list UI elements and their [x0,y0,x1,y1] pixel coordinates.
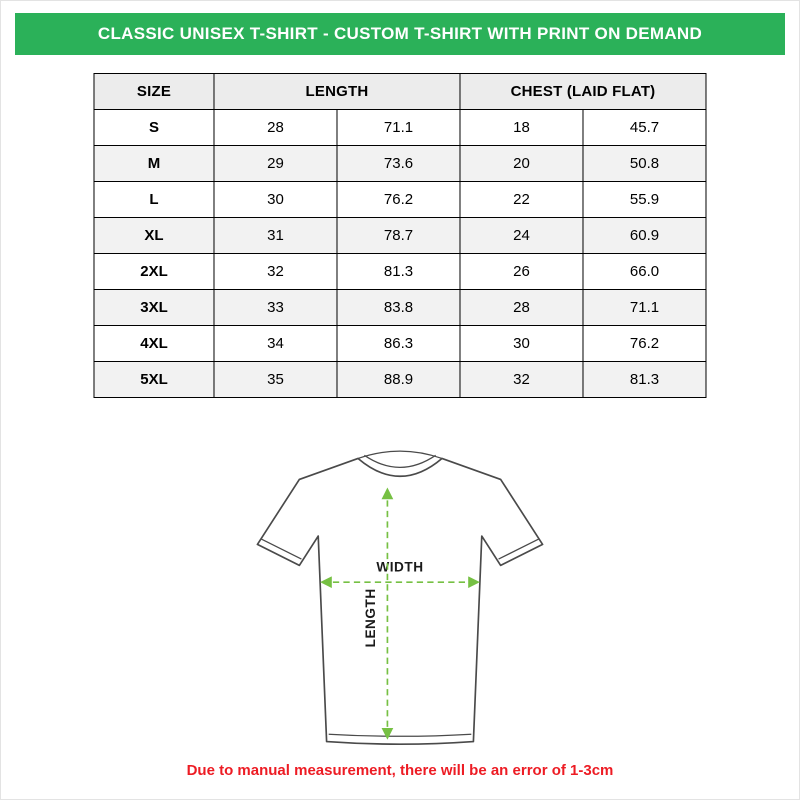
table-row [94,254,706,290]
size-cell: 4XL [94,326,214,362]
size-cell: 2XL [94,254,214,290]
chest-cm-cell: 45.7 [583,110,706,146]
col-header-length: LENGTH [214,74,460,110]
table-row [94,218,706,254]
length-in-cell: 35 [214,362,337,398]
table-row [94,326,706,362]
length-cm-cell: 86.3 [337,326,460,362]
length-cm-cell: 76.2 [337,182,460,218]
chest-cm-cell: 76.2 [583,326,706,362]
tshirt-measurement-diagram [232,427,568,773]
table-row [94,362,706,398]
length-cm-cell: 78.7 [337,218,460,254]
page-title: CLASSIC UNISEX T-SHIRT - CUSTOM T-SHIRT WITH PRINT ON DEMAND [97,24,703,43]
length-in-cell: 33 [214,290,337,326]
collar-band [364,455,435,467]
measurement-error-note: Due to manual measurement, there will be an error of 1-3cm [186,762,614,779]
length-cm-cell: 83.8 [337,290,460,326]
length-in-cell: 29 [214,146,337,182]
table-header-row [94,74,706,110]
length-cm-cell: 73.6 [337,146,460,182]
chest-cm-cell: 55.9 [583,182,706,218]
chest-cm-cell: 50.8 [583,146,706,182]
length-cm-cell: 81.3 [337,254,460,290]
length-in-cell: 30 [214,182,337,218]
length-cm-cell: 71.1 [337,110,460,146]
length-in-cell: 28 [214,110,337,146]
width-label: WIDTH [376,559,424,575]
chest-in-cell: 28 [460,290,583,326]
table-row [94,110,706,146]
table-row [94,290,706,326]
chest-in-cell: 24 [460,218,583,254]
chest-in-cell: 22 [460,182,583,218]
title-banner [15,13,785,55]
table-row [94,182,706,218]
size-cell: L [94,182,214,218]
chest-cm-cell: 60.9 [583,218,706,254]
length-in-cell: 34 [214,326,337,362]
back-collar-line [358,451,442,458]
chest-cm-cell: 66.0 [583,254,706,290]
length-cm-cell: 88.9 [337,362,460,398]
chest-in-cell: 32 [460,362,583,398]
size-cell: 5XL [94,362,214,398]
chest-in-cell: 26 [460,254,583,290]
chest-cm-cell: 81.3 [583,362,706,398]
col-header-size: SIZE [94,74,214,110]
size-table-body [94,110,706,398]
chest-in-cell: 30 [460,326,583,362]
chest-cm-cell: 71.1 [583,290,706,326]
size-cell: M [94,146,214,182]
size-cell: 3XL [94,290,214,326]
col-header-chest: CHEST (LAID FLAT) [460,74,706,110]
length-in-cell: 31 [214,218,337,254]
size-cell: XL [94,218,214,254]
table-row [94,146,706,182]
length-label: LENGTH [362,588,378,648]
size-chart-table [93,73,706,398]
chest-in-cell: 20 [460,146,583,182]
size-cell: S [94,110,214,146]
length-in-cell: 32 [214,254,337,290]
chest-in-cell: 18 [460,110,583,146]
tshirt-outline [257,458,542,744]
